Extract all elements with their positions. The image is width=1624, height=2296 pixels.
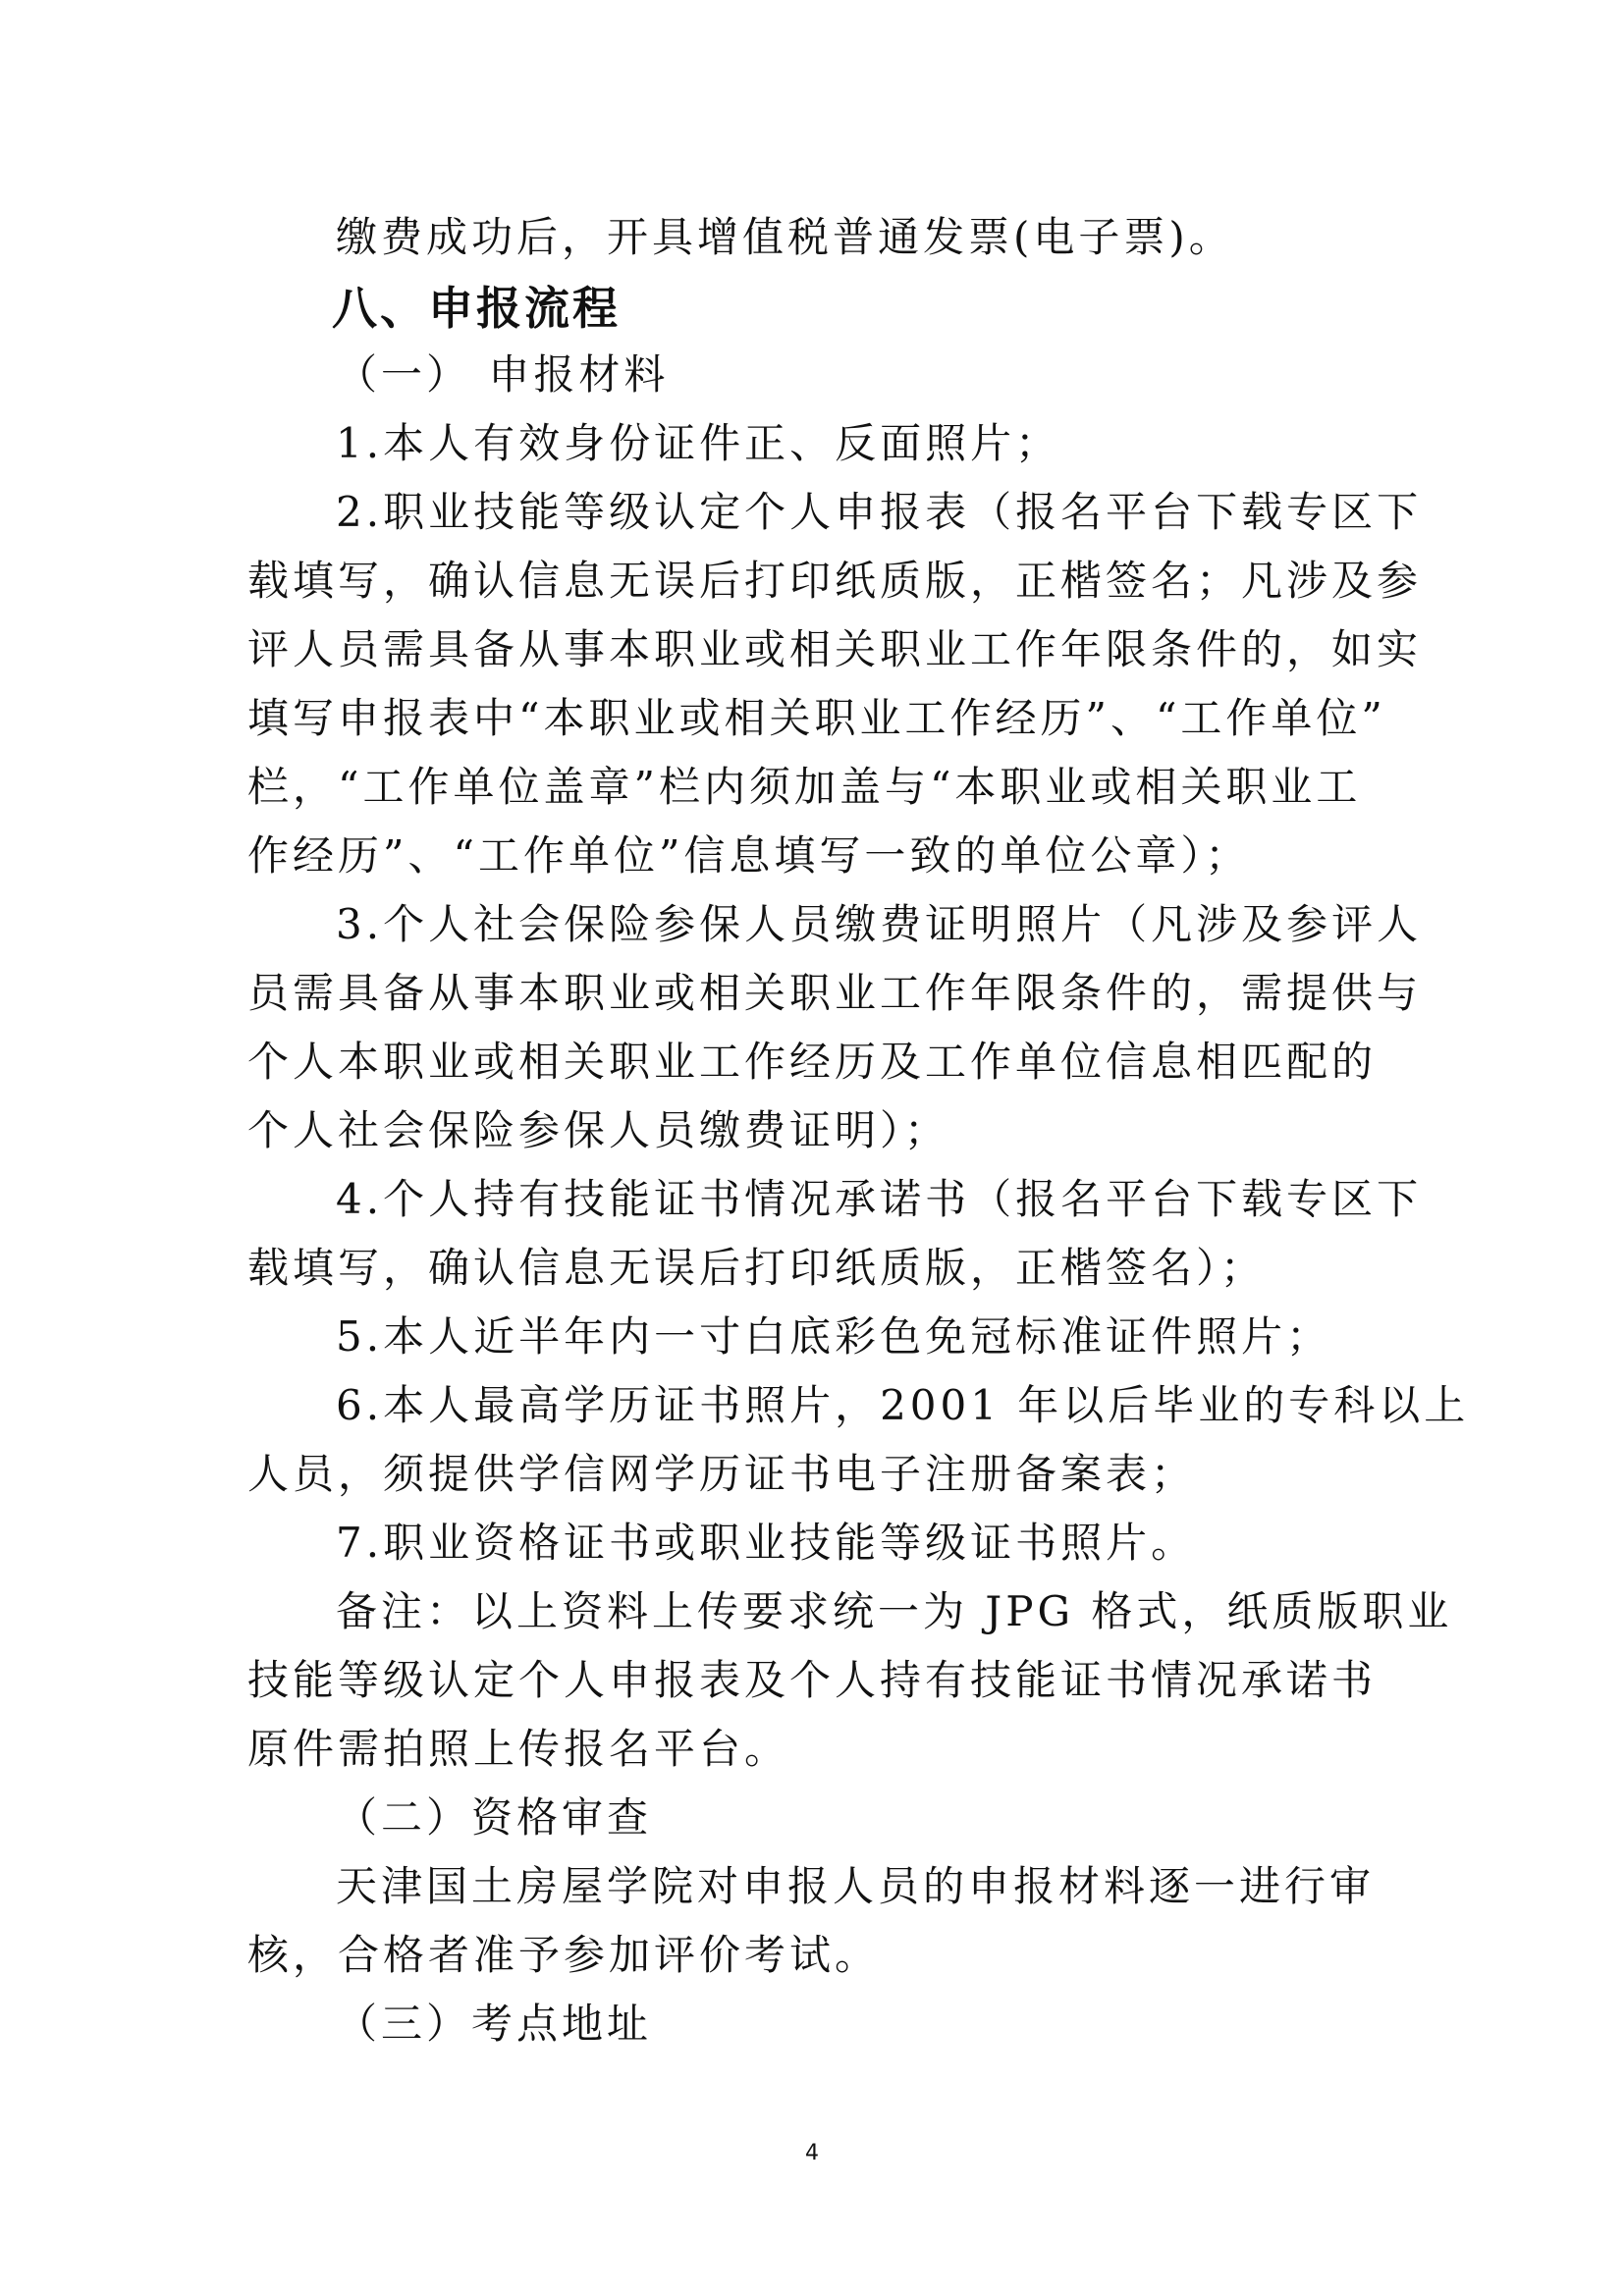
item-2-line-1: 2.职业技能等级认定个人申报表（报名平台下载专区下	[336, 488, 1423, 536]
subheading-exam-site: （三）考点地址	[336, 2000, 653, 2048]
item-5-line-1: 5.本人近半年内一寸白底彩色免冠标准证件照片；	[336, 1312, 1332, 1361]
item-2-line-3: 评人员需具备从事本职业或相关职业工作年限条件的，如实	[247, 625, 1423, 673]
item-2-line-2: 载填写，确认信息无误后打印纸质版，正楷签名；凡涉及参	[247, 557, 1423, 605]
item-2-line-5: 栏，“工作单位盖章”栏内须加盖与“本职业或相关职业工	[247, 763, 1362, 811]
item-2-line-4: 填写申报表中“本职业或相关职业工作经历”、“工作单位”	[247, 694, 1386, 742]
item-6-line-2: 人员，须提供学信网学历证书电子注册备案表；	[247, 1450, 1197, 1498]
note-line-1: 备注：以上资料上传要求统一为 JPG 格式，纸质版职业	[336, 1587, 1453, 1635]
item-6-line-1: 6.本人最高学历证书照片，2001 年以后毕业的专科以上	[336, 1381, 1470, 1429]
item-1-line-1: 1.本人有效身份证件正、反面照片；	[336, 419, 1061, 467]
item-7-line-1: 7.职业资格证书或职业技能等级证书照片。	[336, 1519, 1197, 1567]
item-3-line-2: 员需具备从事本职业或相关职业工作年限条件的，需提供与	[247, 969, 1423, 1017]
item-4-line-1: 4.个人持有技能证书情况承诺书（报名平台下载专区下	[336, 1175, 1423, 1223]
item-2-line-6: 作经历”、“工作单位”信息填写一致的单位公章）；	[247, 831, 1251, 880]
item-3-line-1: 3.个人社会保险参保人员缴费证明照片（凡涉及参评人	[336, 900, 1423, 948]
payment-invoice-line: 缴费成功后，开具增值税普通发票(电子票)。	[336, 213, 1234, 261]
review-line-1: 天津国土房屋学院对申报人员的申报材料逐一进行审	[336, 1862, 1376, 1910]
note-line-2: 技能等级认定个人申报表及个人持有技能证书情况承诺书	[247, 1656, 1378, 1704]
section-heading: 八、申报流程	[332, 282, 621, 335]
subheading-review: （二）资格审查	[336, 1793, 653, 1842]
page-number: 4	[805, 2141, 819, 2165]
subheading-materials: （一） 申报材料	[336, 350, 670, 399]
item-3-line-3: 个人本职业或相关职业工作经历及工作单位信息相匹配的	[247, 1038, 1378, 1086]
note-line-3: 原件需拍照上传报名平台。	[247, 1725, 790, 1773]
review-line-2: 核，合格者准予参加评价考试。	[247, 1931, 881, 1979]
item-3-line-4: 个人社会保险参保人员缴费证明）；	[247, 1106, 950, 1154]
item-4-line-2: 载填写，确认信息无误后打印纸质版，正楷签名）；	[247, 1244, 1267, 1292]
